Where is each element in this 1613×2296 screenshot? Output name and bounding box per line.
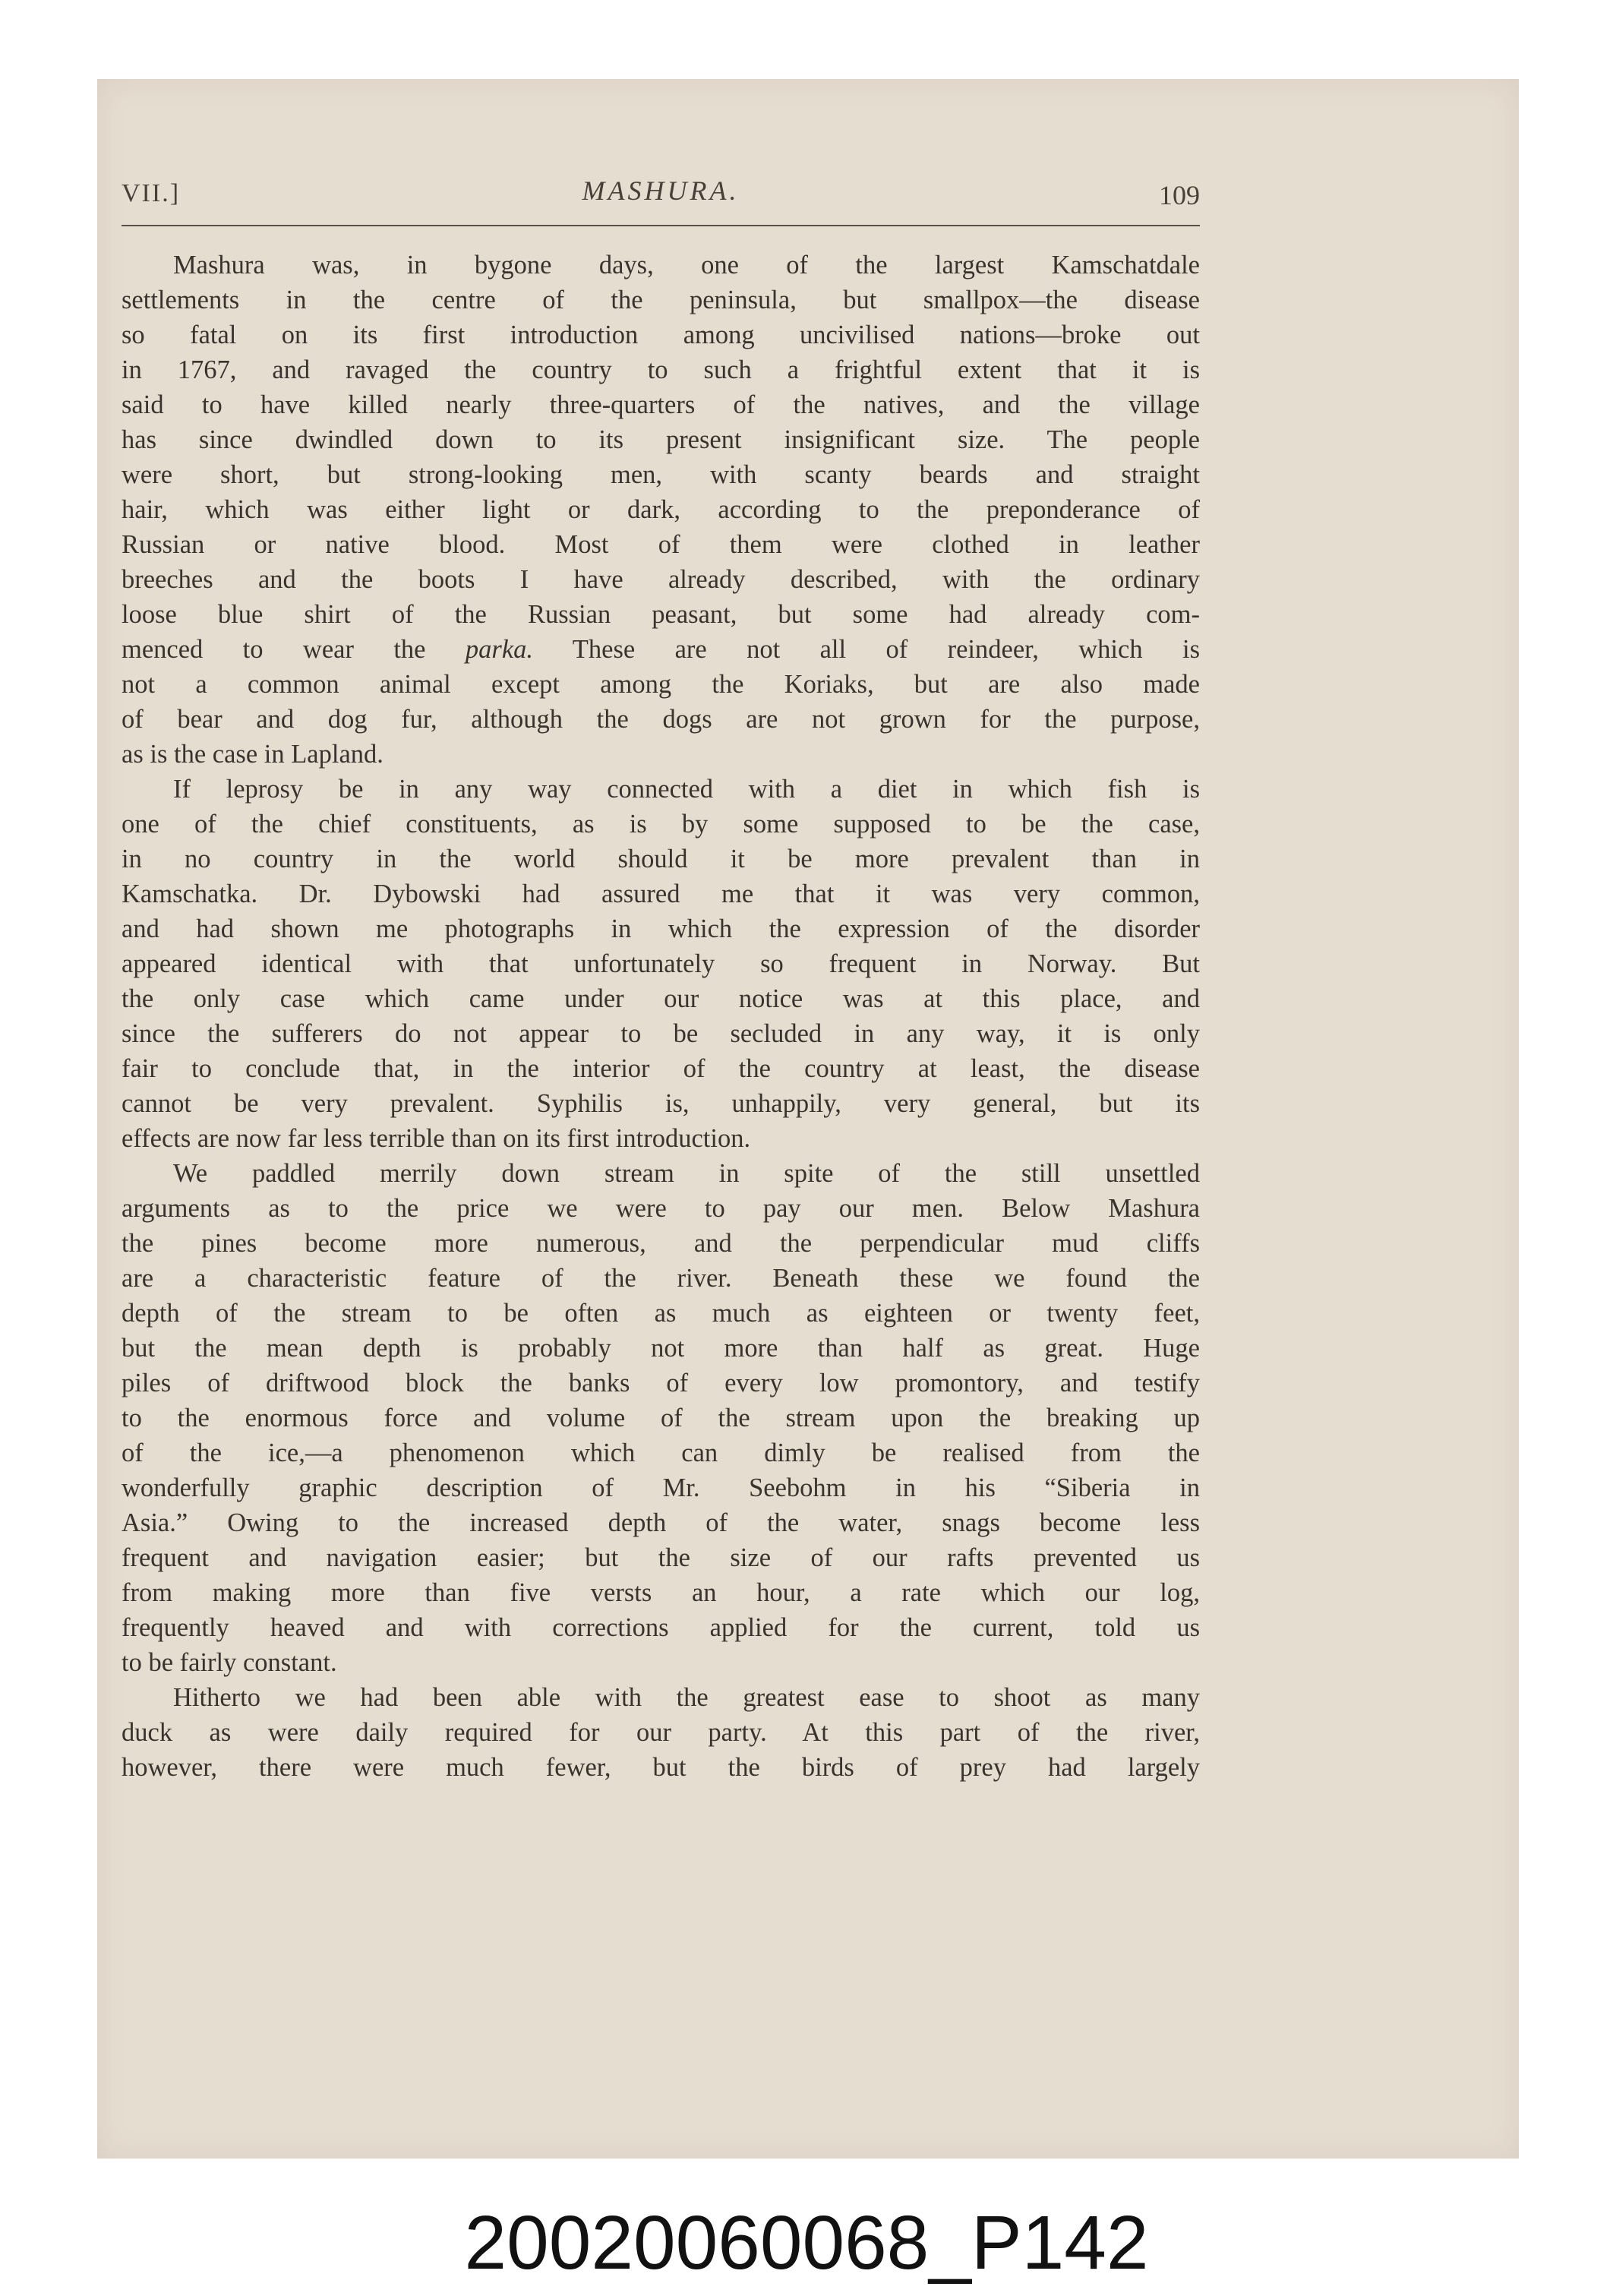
text-line: Mashura was, in bygone days, one of the largest Kamschatdale [173, 251, 1200, 279]
text-line: Russian or native blood. Most of them were clothed in leather [122, 530, 1200, 559]
text-line: to the enormous force and volume of the stream upon the breaking up [122, 1404, 1200, 1432]
text-line: arguments as to the price we were to pay our men. Below Mashura [122, 1194, 1200, 1223]
text-line: hair, which was either light or dark, according to the preponderance of [122, 495, 1200, 524]
text-line: but the mean depth is probably not more than half as great. Huge [122, 1334, 1200, 1363]
text-line: are a characteristic feature of the river. Beneath these we found the [122, 1264, 1200, 1293]
header-rule [122, 225, 1200, 226]
running-head [122, 175, 1200, 220]
text-line: since the sufferers do not appear to be secluded in any way, it is only [122, 1019, 1200, 1048]
page-number: 109 [1159, 180, 1200, 210]
italic-word-parka: parka. [465, 635, 534, 664]
text-run: These are not all of reindeer, which is [533, 635, 1200, 664]
catalog-id-label: 20020060068_P142 [464, 2200, 1149, 2285]
text-line: fair to conclude that, in the interior of the country at least, the disease [122, 1054, 1200, 1083]
text-line: If leprosy be in any way connected with a diet in which fish is [173, 775, 1200, 804]
text-line: said to have killed nearly three-quarters of the natives, and the village [122, 390, 1200, 419]
text-line: duck as were daily required for our party. At this part of the river, [122, 1718, 1200, 1747]
text-line: one of the chief constituents, as is by some supposed to be the case, [122, 810, 1200, 838]
text-line: to be fairly constant. [122, 1648, 337, 1677]
text-line: the only case which came under our notice was at this place, and [122, 984, 1200, 1013]
text-line: not a common animal except among the Koriaks, but are also made [122, 670, 1200, 699]
text-line: the pines become more numerous, and the perpendicular mud cliffs [122, 1229, 1200, 1258]
text-line: as is the case in Lapland. [122, 740, 384, 769]
text-line [122, 632, 1200, 667]
text-line: cannot be very prevalent. Syphilis is, unhappily, very general, but its [122, 1089, 1200, 1118]
text-line: frequent and navigation easier; but the size of our rafts prevented us [122, 1543, 1200, 1572]
text-line: Hitherto we had been able with the greatest ease to shoot as many [173, 1683, 1200, 1712]
text-line: from making more than five versts an hour, a rate which our log, [122, 1578, 1200, 1607]
text-line: has since dwindled down to its present insignificant size. The people [122, 425, 1200, 454]
text-line: were short, but strong-looking men, with scanty beards and straight [122, 460, 1200, 489]
text-line: of the ice,—a phenomenon which can dimly be realised from the [122, 1439, 1200, 1467]
text-line: wonderfully graphic description of Mr. Seebohm in his “Siberia in [122, 1473, 1200, 1502]
text-line: so fatal on its first introduction among uncivilised nations—broke out [122, 321, 1200, 349]
chapter-number: VII.] [122, 179, 181, 207]
text-line: frequently heaved and with corrections applied for the current, told us [122, 1613, 1200, 1642]
text-line: depth of the stream to be often as much as eighteen or twenty feet, [122, 1299, 1200, 1328]
running-title: MASHURA. [582, 175, 740, 206]
text-line: in 1767, and ravaged the country to such a frightful extent that it is [122, 355, 1200, 384]
text-line: Asia.” Owing to the increased depth of the water, snags become less [122, 1508, 1200, 1537]
text-line: appeared identical with that unfortunately so frequent in Norway. But [122, 949, 1200, 978]
text-line: and had shown me photographs in which the expression of the disorder [122, 914, 1200, 943]
text-line: however, there were much fewer, but the birds of prey had largely [122, 1753, 1200, 1782]
text-line: breeches and the boots I have already described, with the ordinary [122, 565, 1200, 594]
text-line: loose blue shirt of the Russian peasant, but some had already com- [122, 600, 1200, 629]
text-run: menced to wear the [122, 635, 466, 664]
text-line: settlements in the centre of the peninsula, but smallpox—the disease [122, 286, 1200, 314]
text-line: in no country in the world should it be more prevalent than in [122, 845, 1200, 873]
body-text [122, 248, 1200, 1785]
text-line: effects are now far less terrible than on its first introduction. [122, 1124, 751, 1153]
text-line: of bear and dog fur, although the dogs are not grown for the purpose, [122, 705, 1200, 734]
text-line: We paddled merrily down stream in spite of the still unsettled [173, 1159, 1200, 1188]
text-line: Kamschatka. Dr. Dybowski had assured me that it was very common, [122, 880, 1200, 908]
text-line: piles of driftwood block the banks of every low promontory, and testify [122, 1369, 1200, 1397]
